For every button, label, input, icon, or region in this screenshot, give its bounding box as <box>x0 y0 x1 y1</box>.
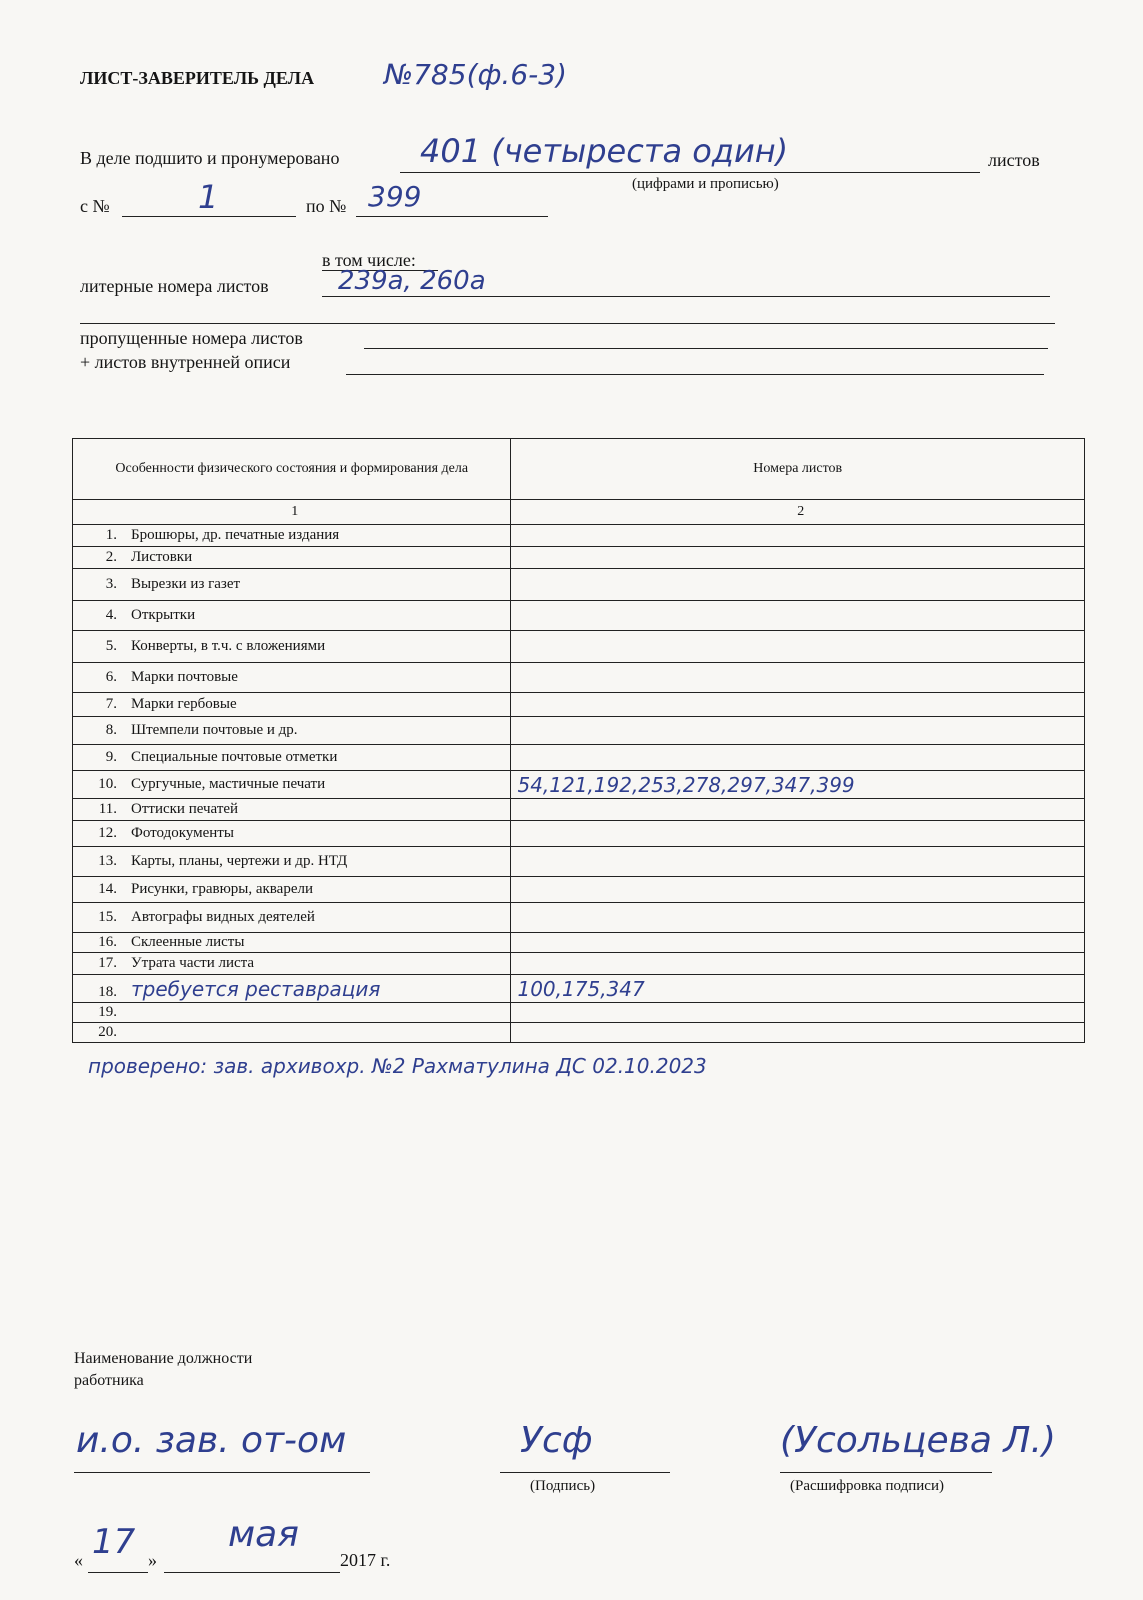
row-feature-cell <box>73 547 511 569</box>
table-row <box>73 631 1085 663</box>
row-number: 5. <box>105 638 117 654</box>
row-feature-cell <box>73 525 511 547</box>
row-sheets-cell <box>511 1003 1085 1023</box>
row-sheets-cell <box>511 631 1085 663</box>
table-row <box>73 601 1085 631</box>
row-label: Автографы видных деятелей <box>131 909 315 925</box>
date-day: 17 <box>92 1522 136 1562</box>
table-row <box>73 663 1085 693</box>
including-label: в том числе: <box>322 250 416 270</box>
row-sheets-cell <box>511 933 1085 953</box>
sheets-hint: (цифрами и прописью) <box>632 176 779 192</box>
row-label: Листовки <box>131 549 193 565</box>
row-sheets-cell <box>511 663 1085 693</box>
sheets-label: В деле подшито и пронумеровано <box>80 148 340 168</box>
date-open-quote: « <box>74 1550 83 1570</box>
row-label: Сургучные, мастичные печати <box>131 776 326 792</box>
sheets-underline <box>400 172 980 173</box>
table-row <box>73 547 1085 569</box>
missing-label: пропущенные номера листов <box>80 328 303 348</box>
row-label: Марки почтовые <box>131 669 238 685</box>
table-row <box>73 745 1085 771</box>
row-number: 12. <box>98 825 117 841</box>
date-close-quote: » <box>148 1550 157 1570</box>
row-number: 20. <box>98 1024 117 1040</box>
sheets-value: 401 (четыреста один) <box>420 132 789 170</box>
row-label: Склеенные листы <box>131 934 245 950</box>
literal-underline <box>322 296 1050 297</box>
to-underline <box>356 216 548 217</box>
table-row <box>73 569 1085 601</box>
row-feature-cell <box>73 953 511 975</box>
col1-number: 1 <box>73 500 511 525</box>
row-feature-cell <box>73 975 511 1003</box>
table-row <box>73 1003 1085 1023</box>
sheets-suffix: листов <box>988 150 1040 170</box>
signature: Усф <box>520 1420 593 1461</box>
row-sheets-cell <box>511 1023 1085 1043</box>
row-sheet-numbers: 100,175,347 <box>517 976 645 1001</box>
row-sheets-cell <box>511 601 1085 631</box>
row-label: Конверты, в т.ч. с вложениями <box>131 638 326 654</box>
position-label-2: работника <box>74 1372 144 1389</box>
row-label: Специальные почтовые отметки <box>131 749 338 765</box>
row-sheets-cell <box>511 821 1085 847</box>
row-number: 4. <box>105 607 117 623</box>
row-feature-cell <box>73 771 511 799</box>
row-number: 9. <box>105 749 117 765</box>
table-row <box>73 525 1085 547</box>
row-feature-cell <box>73 663 511 693</box>
row-label: Оттиски печатей <box>131 801 239 817</box>
col1-header: Особенности физического состояния и формирования дела <box>73 439 511 500</box>
row-feature-cell <box>73 877 511 903</box>
inventory-label: + листов внутренней описи <box>80 352 291 372</box>
row-number: 13. <box>98 853 117 869</box>
row-sheets-cell <box>511 525 1085 547</box>
row-label: Фотодокументы <box>131 825 234 841</box>
row-label: Карты, планы, чертежи и др. НТД <box>131 853 348 869</box>
table-row <box>73 847 1085 877</box>
col2-number: 2 <box>511 500 1085 525</box>
position-underline <box>74 1472 370 1473</box>
row-number: 18. <box>98 983 117 1000</box>
table-row <box>73 877 1085 903</box>
missing-underline <box>364 348 1048 349</box>
row-sheets-cell <box>511 903 1085 933</box>
row-sheets-cell <box>511 569 1085 601</box>
row-feature-cell <box>73 717 511 745</box>
signature-underline <box>500 1472 670 1473</box>
row-feature-cell <box>73 799 511 821</box>
table-row <box>73 799 1085 821</box>
table-row <box>73 953 1085 975</box>
col2-header: Номера листов <box>511 439 1085 500</box>
row-number: 1. <box>105 527 117 543</box>
to-label: по № <box>306 196 347 216</box>
position-value: и.о. зав. от-ом <box>76 1420 347 1461</box>
row-sheets-cell <box>511 953 1085 975</box>
decode-label: (Расшифровка подписи) <box>790 1478 944 1494</box>
row-number: 16. <box>98 934 117 950</box>
row-label: Марки гербовые <box>131 696 237 712</box>
row-label: Брошюры, др. печатные издания <box>131 527 340 543</box>
row-label: Штемпели почтовые и др. <box>131 722 298 738</box>
document-title: ЛИСТ-ЗАВЕРИТЕЛЬ ДЕЛА <box>80 68 315 88</box>
month-underline <box>164 1572 340 1573</box>
row-label: Рисунки, гравюры, акварели <box>131 881 314 897</box>
row-sheets-cell <box>511 975 1085 1003</box>
literal-value: 239а, 260а <box>338 266 486 296</box>
condition-table <box>72 438 1085 1043</box>
inventory-underline <box>346 374 1044 375</box>
row-number: 15. <box>98 909 117 925</box>
blank-underline <box>80 323 1055 324</box>
row-feature-cell <box>73 601 511 631</box>
row-sheets-cell <box>511 799 1085 821</box>
case-number: №785(ф.6-3) <box>384 58 567 91</box>
row-sheets-cell <box>511 877 1085 903</box>
date-month: мая <box>228 1514 299 1555</box>
row-label-handwritten: требуется реставрация <box>131 976 381 1001</box>
row-feature-cell <box>73 821 511 847</box>
row-number: 14. <box>98 881 117 897</box>
row-label: Вырезки из газет <box>131 576 241 592</box>
row-feature-cell <box>73 933 511 953</box>
row-number: 10. <box>98 776 117 792</box>
signature-label: (Подпись) <box>530 1478 596 1494</box>
row-number: 6. <box>105 669 117 685</box>
row-number: 3. <box>105 576 117 592</box>
table-row <box>73 693 1085 717</box>
day-underline <box>88 1572 148 1573</box>
table-row <box>73 771 1085 799</box>
row-number: 2. <box>105 549 117 565</box>
table-row <box>73 933 1085 953</box>
to-value: 399 <box>368 180 422 213</box>
row-label: Утрата части листа <box>131 955 255 971</box>
from-label: с № <box>80 196 110 216</box>
table-row <box>73 975 1085 1003</box>
row-number: 8. <box>105 722 117 738</box>
date-year: 2017 г. <box>340 1550 391 1570</box>
row-label: Открытки <box>131 607 196 623</box>
check-note: проверено: зав. архивохр. №2 Рахматулина ДС 02.10.2023 <box>88 1054 707 1078</box>
row-sheets-cell <box>511 745 1085 771</box>
row-feature-cell <box>73 903 511 933</box>
row-sheets-cell <box>511 771 1085 799</box>
table-row <box>73 821 1085 847</box>
row-feature-cell <box>73 847 511 877</box>
row-feature-cell <box>73 1003 511 1023</box>
row-number: 11. <box>98 801 117 817</box>
row-sheet-numbers: 54,121,192,253,278,297,347,399 <box>517 772 855 797</box>
row-sheets-cell <box>511 847 1085 877</box>
table-row <box>73 717 1085 745</box>
row-feature-cell <box>73 1023 511 1043</box>
row-sheets-cell <box>511 693 1085 717</box>
decode-underline <box>780 1472 992 1473</box>
row-number: 7. <box>105 696 117 712</box>
signature-decode: (Усольцева Л.) <box>780 1420 1056 1461</box>
row-feature-cell <box>73 745 511 771</box>
row-sheets-cell <box>511 547 1085 569</box>
from-value: 1 <box>198 178 219 216</box>
row-number: 19. <box>98 1004 117 1020</box>
row-feature-cell <box>73 569 511 601</box>
literal-label: литерные номера листов <box>80 276 269 296</box>
row-number: 17. <box>98 955 117 971</box>
position-label-1: Наименование должности <box>74 1350 253 1367</box>
table-row <box>73 903 1085 933</box>
row-feature-cell <box>73 693 511 717</box>
row-feature-cell <box>73 631 511 663</box>
table-row <box>73 1023 1085 1043</box>
row-sheets-cell <box>511 717 1085 745</box>
from-underline <box>122 216 296 217</box>
